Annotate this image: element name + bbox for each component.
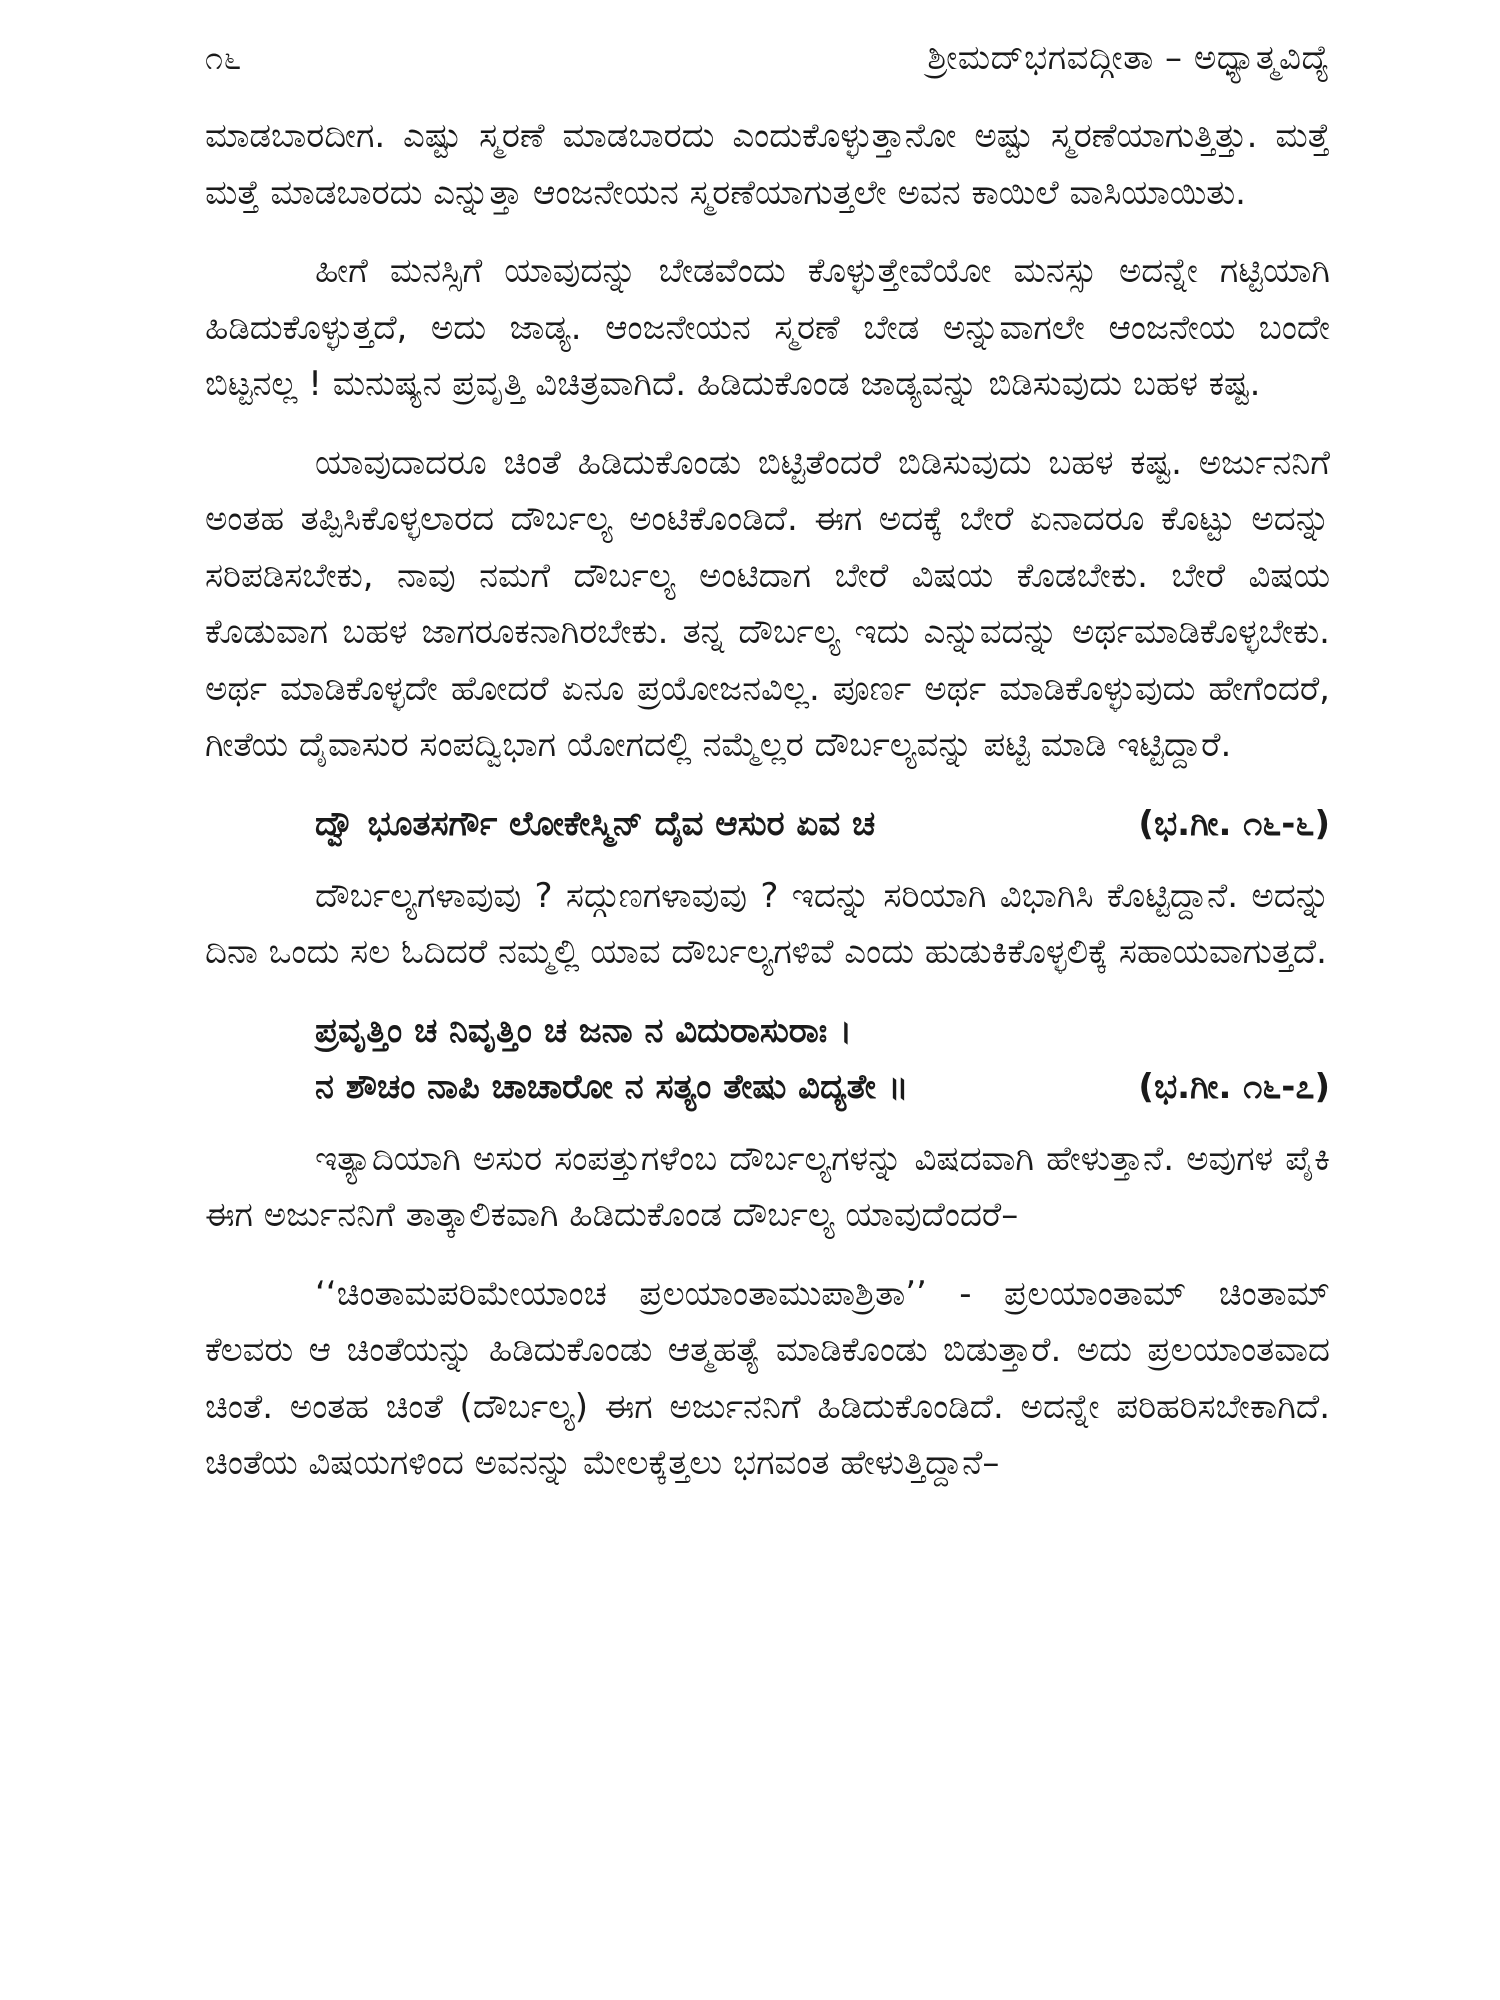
verse-text: ನ ಶೌಚಂ ನಾಪಿ ಚಾಚಾರೋ ನ ಸತ್ಯಂ ತೇಷು ವಿದ್ಯತೇ ॥	[315, 1066, 909, 1107]
verse-reference: (ಭ.ಗೀ. ೧೬-೬)	[1138, 803, 1330, 844]
verse-line	[205, 1003, 1330, 1059]
page-number: ೧೬	[205, 39, 242, 77]
paragraph-3: ಯಾವುದಾದರೂ ಚಿಂತೆ ಹಿಡಿದುಕೊಂಡು ಬಿಟ್ಟಿತೆಂದರೆ ಬಿಡಿಸುವುದು ಬಹಳ ಕಷ್ಟ. ಅರ್ಜುನನಿಗೆ ಅಂತಹ ತಪ್ಪಿಸಿಕೊಳ್ಳಲಾರದ ದೌರ್ಬಲ್ಯ ಅಂಟಿಕೊಂಡಿದೆ. ಈಗ ಅದಕ್ಕೆ ಬೇರೆ ಏನಾದರೂ ಕೊಟ್ಟು ಅದನ್ನು ಸರಿಪಡಿಸಬೇಕು, ನಾವು ನಮಗೆ ದೌರ್ಬಲ್ಯ ಅಂಟಿದಾಗ ಬೇರೆ ವಿಷಯ ಕೊಡಬೇಕು. ಬೇರೆ ವಿಷಯ ಕೊಡುವಾಗ ಬಹಳ ಜಾಗರೂಕನಾಗಿರಬೇಕು. ತನ್ನ ದೌರ್ಬಲ್ಯ ಇದು ಎನ್ನುವದನ್ನು ಅರ್ಥಮಾಡಿಕೊಳ್ಳಬೇಕು. ಅರ್ಥ ಮಾಡಿಕೊಳ್ಳದೇ ಹೋದರೆ ಏನೂ ಪ್ರಯೋಜನವಿಲ್ಲ. ಪೂರ್ಣ ಅರ್ಥ ಮಾಡಿಕೊಳ್ಳುವುದು ಹೇಗೆಂದರೆ, ಗೀತೆಯ ದೈವಾಸುರ ಸಂಪದ್ವಿಭಾಗ ಯೋಗದಲ್ಲಿ ನಮ್ಮೆಲ್ಲರ ದೌರ್ಬಲ್ಯವನ್ನು ಪಟ್ಟಿ ಮಾಡಿ ಇಟ್ಟಿದ್ದಾರೆ.	[205, 442, 1330, 765]
page-body	[205, 108, 1330, 1492]
verse-block-2	[205, 1003, 1330, 1115]
verse-reference: (ಭ.ಗೀ. ೧೬-೭)	[1138, 1066, 1330, 1107]
verse-line	[205, 796, 1330, 852]
paragraph-1: ಮಾಡಬಾರದೀಗ. ಎಷ್ಟು ಸ್ಮರಣೆ ಮಾಡಬಾರದು ಎಂದುಕೊಳ್ಳುತ್ತಾನೋ ಅಷ್ಟು ಸ್ಮರಣೆಯಾಗುತ್ತಿತ್ತು. ಮತ್ತೆ ಮತ್ತೆ ಮಾಡಬಾರದು ಎನ್ನುತ್ತಾ ಆಂಜನೇಯನ ಸ್ಮರಣೆಯಾಗುತ್ತಲೇ ಅವನ ಕಾಯಿಲೆ ವಾಸಿಯಾಯಿತು.	[205, 116, 1330, 213]
paragraph-6: ‘‘ಚಿಂತಾಮಪರಿಮೇಯಾಂಚ ಪ್ರಲಯಾಂತಾಮುಪಾಶ್ರಿತಾ’’ - ಪ್ರಲಯಾಂತಾಮ್ ಚಿಂತಾಮ್ ಕೆಲವರು ಆ ಚಿಂತೆಯನ್ನು ಹಿಡಿದುಕೊಂಡು ಆತ್ಮಹತ್ಯೆ ಮಾಡಿಕೊಂಡು ಬಿಡುತ್ತಾರೆ. ಅದು ಪ್ರಲಯಾಂತವಾದ ಚಿಂತೆ. ಅಂತಹ ಚಿಂತೆ (ದೌರ್ಬಲ್ಯ) ಈಗ ಅರ್ಜುನನಿಗೆ ಹಿಡಿದುಕೊಂಡಿದೆ. ಅದನ್ನೇ ಪರಿಹರಿಸಬೇಕಾಗಿದೆ. ಚಿಂತೆಯ ವಿಷಯಗಳಿಂದ ಅವನನ್ನು ಮೇಲಕ್ಕೆತ್ತಲು ಭಗವಂತ ಹೇಳುತ್ತಿದ್ದಾನೆ–	[205, 1273, 1330, 1483]
page-header	[205, 38, 1330, 108]
verse-line	[205, 1059, 1330, 1115]
paragraph-4: ದೌರ್ಬಲ್ಯಗಳಾವುವು ? ಸದ್ಗುಣಗಳಾವುವು ? ಇದನ್ನು ಸರಿಯಾಗಿ ವಿಭಾಗಿಸಿ ಕೊಟ್ಟಿದ್ದಾನೆ. ಅದನ್ನು ದಿನಾ ಒಂದು ಸಲ ಓದಿದರೆ ನಮ್ಮಲ್ಲಿ ಯಾವ ದೌರ್ಬಲ್ಯಗಳಿವೆ ಎಂದು ಹುಡುಕಿಕೊಳ್ಳಲಿಕ್ಕೆ ಸಹಾಯವಾಗುತ್ತದೆ.	[205, 875, 1330, 972]
running-title: ಶ್ರೀಮದ್‌ಭಗವದ್ಗೀತಾ – ಅಧ್ಯಾತ್ಮವಿದ್ಯೆ	[927, 38, 1330, 78]
paragraph-2: ಹೀಗೆ ಮನಸ್ಸಿಗೆ ಯಾವುದನ್ನು ಬೇಡವೆಂದು ಕೊಳ್ಳುತ್ತೇವೆಯೋ ಮನಸ್ಸು ಅದನ್ನೇ ಗಟ್ಟಿಯಾಗಿ ಹಿಡಿದುಕೊಳ್ಳುತ್ತದೆ, ಅದು ಜಾಡ್ಯ. ಆಂಜನೇಯನ ಸ್ಮರಣೆ ಬೇಡ ಅನ್ನುವಾಗಲೇ ಆಂಜನೇಯ ಬಂದೇ ಬಿಟ್ಟನಲ್ಲ ! ಮನುಷ್ಯನ ಪ್ರವೃತ್ತಿ ವಿಚಿತ್ರವಾಗಿದೆ. ಹಿಡಿದುಕೊಂಡ ಜಾಡ್ಯವನ್ನು ಬಿಡಿಸುವುದು ಬಹಳ ಕಷ್ಟ.	[205, 251, 1330, 404]
verse-text: ಪ್ರವೃತ್ತಿಂ ಚ ನಿವೃತ್ತಿಂ ಚ ಜನಾ ನ ವಿದುರಾಸುರಾಃ ।	[315, 1010, 852, 1051]
verse-text: ದ್ವೌ ಭೂತಸರ್ಗೌ ಲೋಕೇಸ್ಮಿನ್ ದೈವ ಆಸುರ ಏವ ಚ	[315, 803, 876, 844]
paragraph-5: ಇತ್ಯಾದಿಯಾಗಿ ಅಸುರ ಸಂಪತ್ತುಗಳೆಂಬ ದೌರ್ಬಲ್ಯಗಳನ್ನು ವಿಷದವಾಗಿ ಹೇಳುತ್ತಾನೆ. ಅವುಗಳ ಪೈಕಿ ಈಗ ಅರ್ಜುನನಿಗೆ ತಾತ್ಕಾಲಿಕವಾಗಿ ಹಿಡಿದುಕೊಂಡ ದೌರ್ಬಲ್ಯ ಯಾವುದೆಂದರೆ–	[205, 1138, 1330, 1235]
verse-block-1	[205, 796, 1330, 852]
